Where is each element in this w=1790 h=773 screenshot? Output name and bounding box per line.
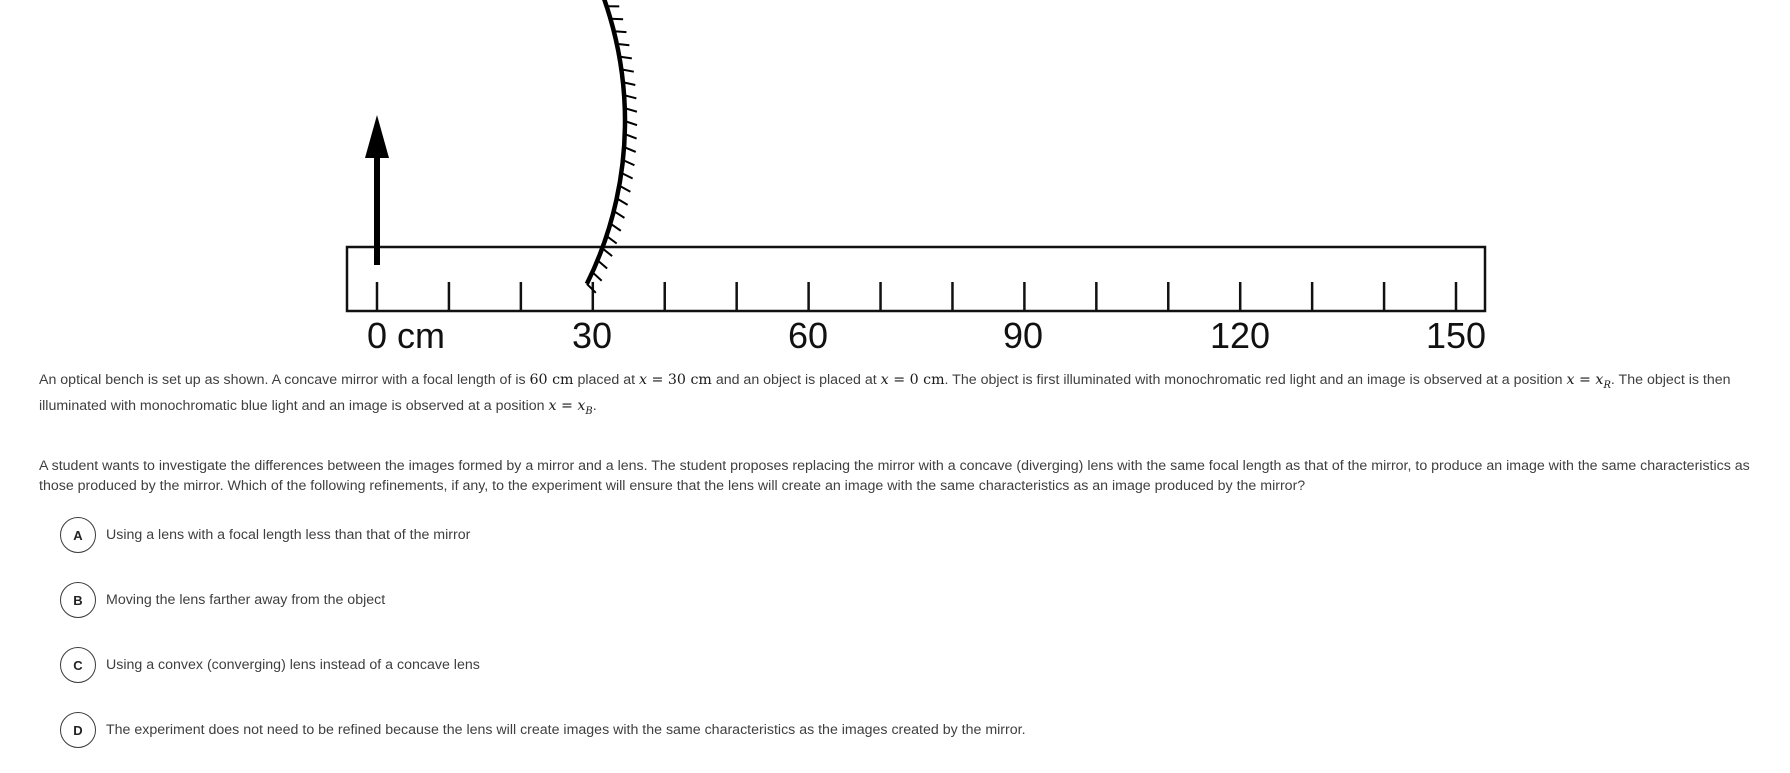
stimulus-text-5: . The object is then illuminated with monochromatic blue light and an image is observed at a position <box>39 372 1731 414</box>
choice-text-c[interactable]: Using a convex (converging) lens instead of a concave lens <box>106 657 480 673</box>
answer-choice-d[interactable] <box>60 710 1026 750</box>
tick-label-90: 90 <box>1002 315 1044 356</box>
meter-stick <box>347 247 1485 311</box>
stimulus-text-2: placed at <box>573 372 639 388</box>
tick-label-60: 60 <box>787 315 829 356</box>
math-blue-image-position <box>548 397 593 417</box>
mirror-hatch-mark <box>602 248 612 256</box>
choice-text-a[interactable]: Using a lens with a focal length less than that of the mirror <box>106 527 471 543</box>
math-variable-x: x <box>548 397 557 414</box>
math-equals: = <box>1574 372 1596 388</box>
math-mirror-position <box>639 372 712 388</box>
math-subscript-b: B <box>585 405 593 417</box>
optical-bench-diagram <box>0 0 1790 360</box>
answer-choice-b[interactable] <box>60 580 385 620</box>
math-object-position <box>881 372 945 388</box>
math-variable-x: x <box>638 372 647 388</box>
math-focal-value: 60 <box>529 372 548 388</box>
choice-text-b[interactable]: Moving the lens farther away from the object <box>106 592 386 608</box>
math-equals-30: = 30 <box>646 372 691 388</box>
answer-choice-a[interactable] <box>60 515 470 555</box>
choice-letter-b[interactable]: B <box>60 582 96 618</box>
choice-text-d[interactable]: The experiment does not need to be refined because the lens will create images with the same characteristics as the images created by the mirror. <box>106 722 1026 738</box>
answer-choice-c[interactable] <box>60 645 480 685</box>
tick-label-120: 120 <box>1209 315 1271 356</box>
ruler-ticks <box>377 282 1456 311</box>
tick-label-0: 0 cm <box>367 315 446 356</box>
stimulus-text-4: . The object is first illuminated with monochromatic red light and an image is observed at a position <box>944 372 1567 388</box>
math-equals: = <box>556 397 578 414</box>
math-equals-0: = 0 <box>888 372 924 388</box>
question-prompt: A student wants to investigate the differences between the images formed by a mirror and a lens. The student proposes replacing the mirror with a concave (diverging) lens with the same focal length as that of the mirror, to produce an image with the same characteristics as those produced by the mirror. Which of the following refinements, if any, to the experiment will ensure that the lens will create an image with the same characteristics as an image produced by the mirror? <box>39 458 1750 494</box>
math-unit-cm: cm <box>552 372 574 388</box>
math-focal-length <box>530 372 574 388</box>
mirror-hatch-mark <box>614 31 627 32</box>
math-variable-x: x <box>1595 372 1604 388</box>
mirror-hatch-mark <box>592 272 601 281</box>
math-variable-x: x <box>577 397 586 414</box>
stimulus-text-3: and an object is placed at <box>711 372 881 388</box>
stimulus-text-6: . <box>592 397 597 414</box>
mirror-hatch-mark <box>598 260 608 268</box>
choice-letter-a[interactable]: A <box>60 517 96 553</box>
choice-letter-c[interactable]: C <box>60 647 96 683</box>
math-red-image-position <box>1566 372 1611 391</box>
math-subscript-r: R <box>1603 379 1611 391</box>
tick-label-150: 150 <box>1425 315 1487 356</box>
stimulus-text-1: An optical bench is set up as shown. A concave mirror with a focal length of is <box>39 372 530 388</box>
object-arrow <box>365 115 389 265</box>
ruler-tick-labels <box>367 315 1486 356</box>
math-variable-x: x <box>880 372 889 388</box>
question-stimulus <box>39 370 1774 422</box>
mirror-hatch-mark <box>617 44 630 45</box>
math-variable-x: x <box>1566 372 1575 388</box>
mirror-hatch-mark <box>607 236 617 244</box>
math-unit-cm: cm <box>923 372 945 388</box>
concave-mirror <box>575 0 637 293</box>
mirror-hatch-mark <box>587 284 596 293</box>
choice-letter-d[interactable]: D <box>60 712 96 748</box>
tick-label-30: 30 <box>571 315 613 356</box>
math-unit-cm: cm <box>690 372 712 388</box>
mirror-hatch-mark <box>610 224 620 231</box>
